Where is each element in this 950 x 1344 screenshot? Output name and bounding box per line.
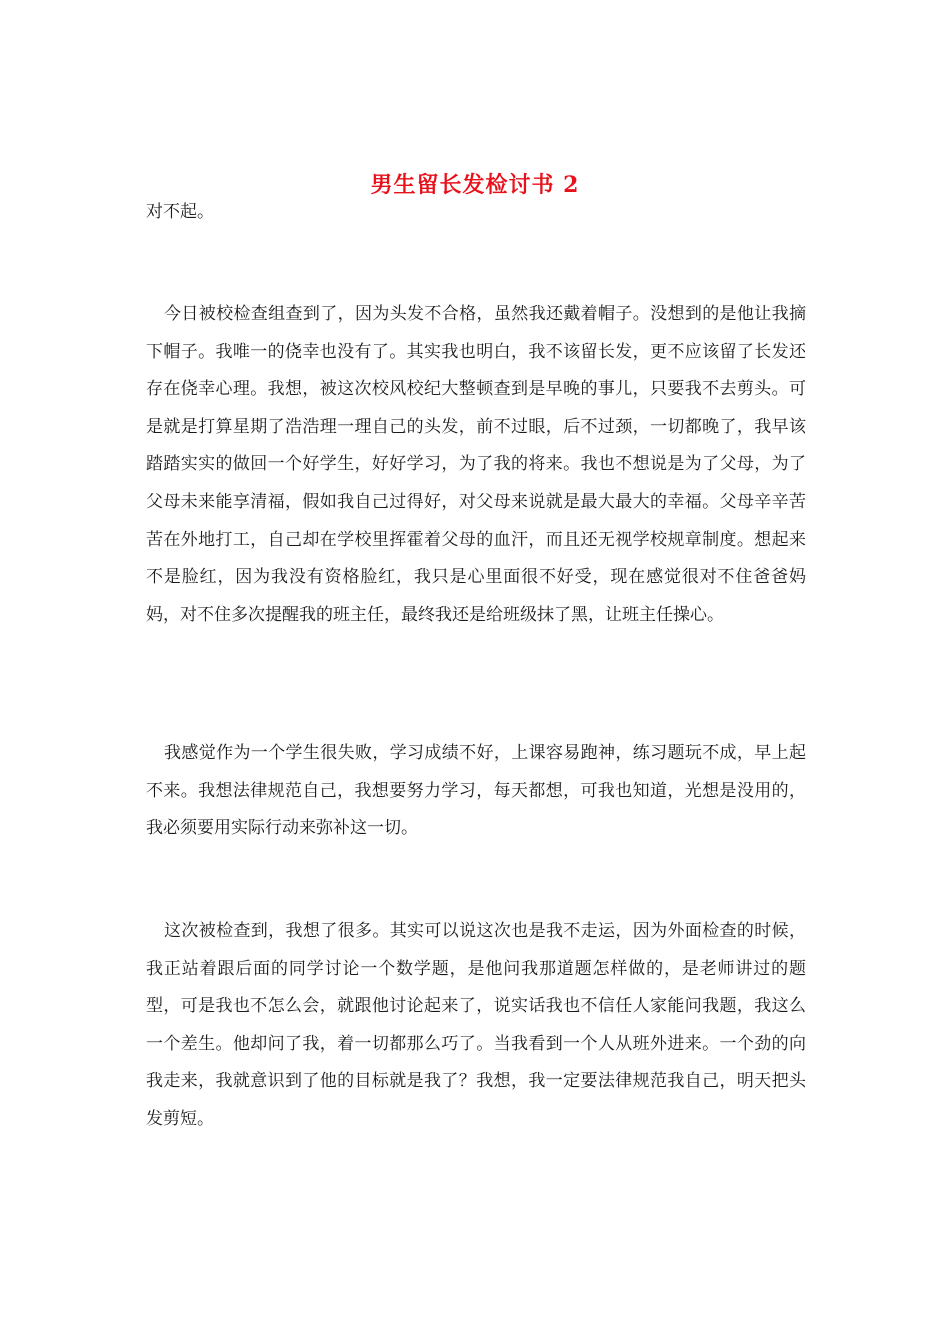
document-title: 男生留长发检讨书 2 — [370, 171, 580, 198]
body-paragraph-3: 这次被检查到，我想了很多。其实可以说这次也是我不走运，因为外面检查的时候，我正站着跟后面的同学讨论一个数学题，是他问我那道题怎样做的，是老师讲过的题型，可是我也不怎么会，就跟他讨论起来了，说实话我也不信任人家能问我题，我这么一个差生。他却问了我，着一切都那么巧了。当我看到一个人从班外进来。一个劲的向我走来，我就意识到了他的目标就是我了？我想，我一定要法律规范我自己，明天把头发剪短。 — [146, 921, 806, 1129]
body-paragraph-1: 今日被校检查组查到了，因为头发不合格，虽然我还戴着帽子。没想到的是他让我摘下帽子。我唯一的侥幸也没有了。其实我也明白，我不该留长发，更不应该留了长发还存在侥幸心理。我想，被这次校风校纪大整顿查到是早晚的事儿，只要我不去剪头。可是就是打算星期了浩浩理一理自己的头发，前不过眼，后不过颈，一切都晚了，我早该踏踏实实的做回一个好学生，好好学习，为了我的将来。我也不想说是为了父母，为了父母未来能享清福，假如我自己过得好，对父母来说就是最大最大的幸福。父母辛辛苦苦在外地打工，自己却在学校里挥霍着父母的血汗，而且还无视学校规章制度。想起来不是脸红，因为我没有资格脸红，我只是心里面很不好受，现在感觉很对不住爸爸妈妈，对不住多次提醒我的班主任，最终我还是给班级抹了黑，让班主任操心。 — [146, 304, 806, 625]
body-paragraph-2: 我感觉作为一个学生很失败，学习成绩不好，上课容易跑神，练习题玩不成，早上起不来。我想法律规范自己，我想要努力学习，每天都想，可我也知道，光想是没用的，我必须要用实际行动来弥补这一切。 — [146, 743, 806, 839]
opening-line: 对不起。 — [146, 202, 214, 222]
